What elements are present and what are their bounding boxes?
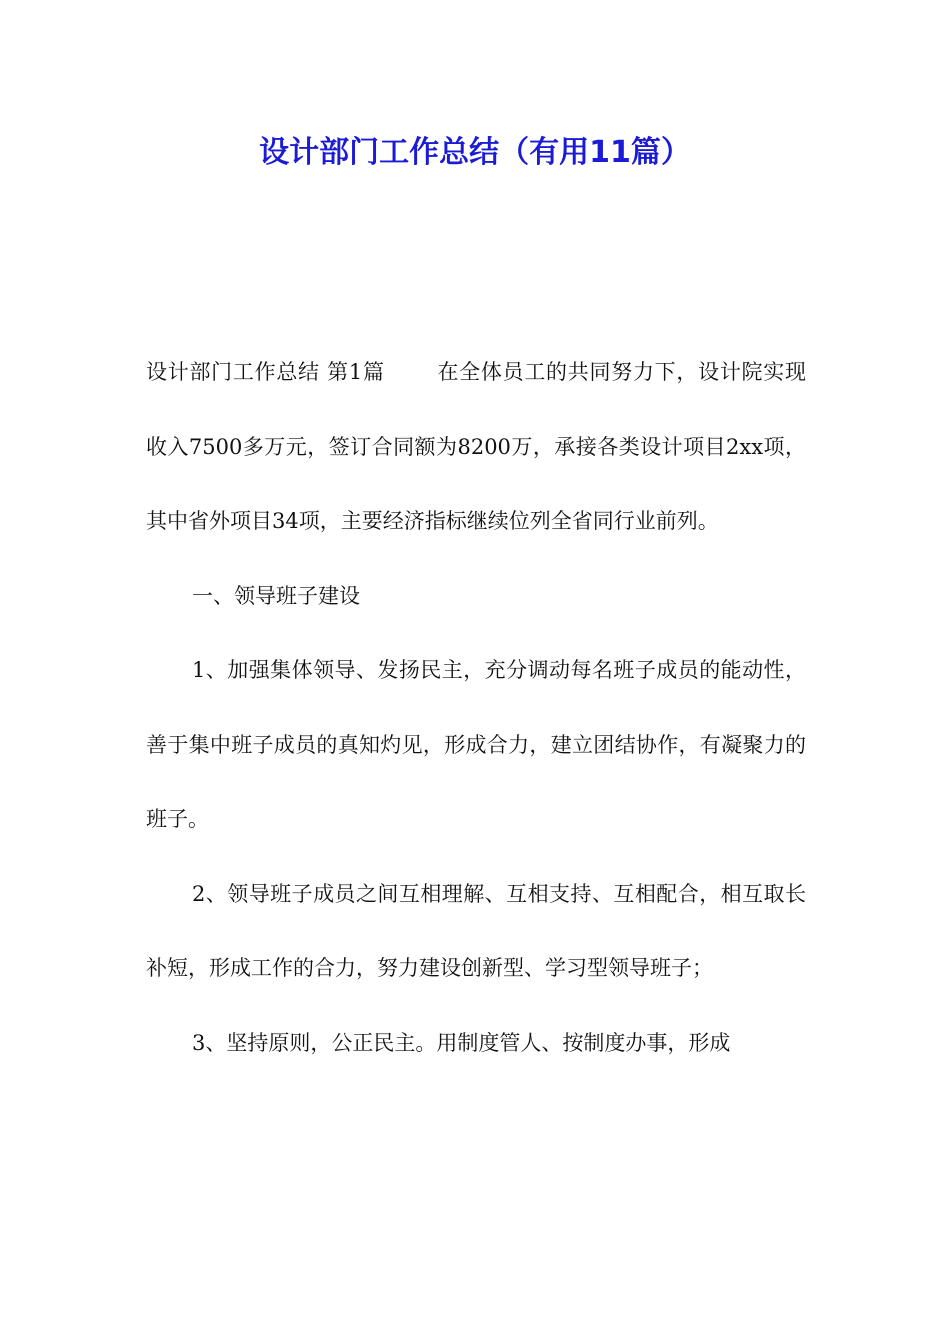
heading-leadership: 一、领导班子建设 (192, 583, 360, 608)
intro-text: 在全体员工的共同努力下，设计院实现收入7500多万元，签订合同额为8200万，承接各类设计项目2xx项，其中省外项目34项，主要经济指标继续位列全省同行业前列。 (146, 360, 807, 533)
paragraph-item-2: 2、领导班子成员之间互相理解、互相支持、互相配合，相互取长补短，形成工作的合力，努力建设创新型、学习型领导班子； (146, 881, 806, 980)
document-title: 设计部门工作总结（有用11篇） (259, 135, 691, 170)
paragraph-item-1: 1、加强集体领导、发扬民主，充分调动每名班子成员的能动性，善于集中班子成员的真知灼见，形成合力，建立团结协作，有凝聚力的班子。 (146, 658, 806, 831)
section-heading: 设计部门工作总结 第1篇 (146, 360, 385, 384)
paragraph-item-3: 3、坚持原则，公正民主。用制度管人、按制度办事，形成 (192, 1030, 731, 1055)
document-body (146, 335, 806, 1080)
intro-paragraph (146, 335, 806, 559)
